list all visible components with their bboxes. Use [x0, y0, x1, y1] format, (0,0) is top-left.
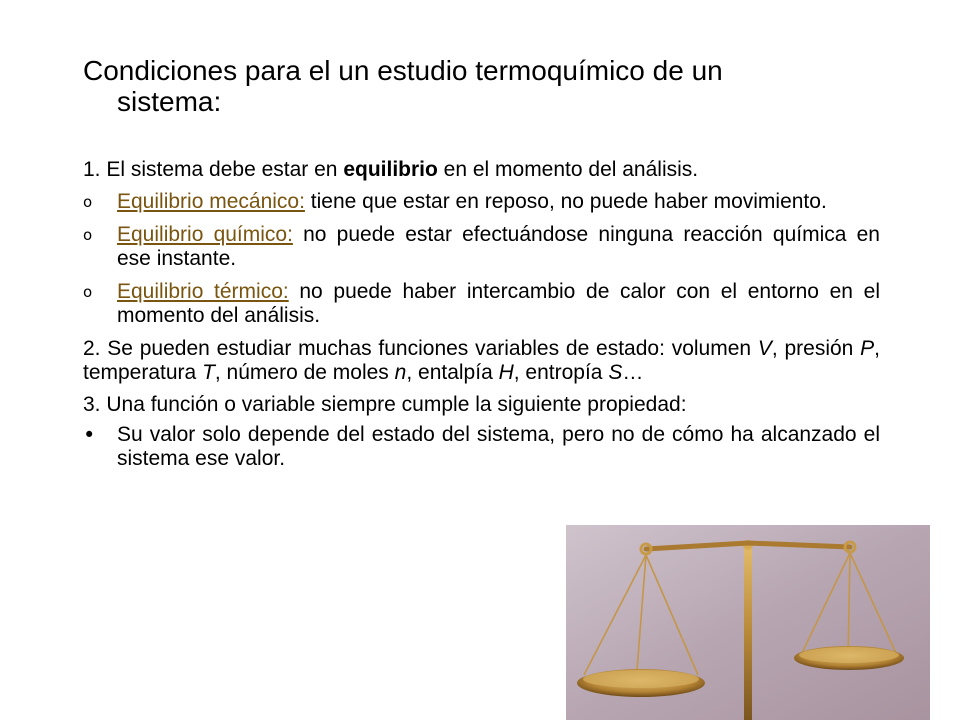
variable-enthalpy: H	[498, 361, 514, 384]
sub-item-chemical	[83, 223, 880, 271]
slide-body	[83, 158, 880, 480]
variable-moles: n	[394, 361, 407, 384]
sub-item-text: no puede estar efectuándose ninguna reacción química en ese instante.	[117, 223, 880, 270]
point-3: 3. Una función o variable siempre cumple la siguiente propiedad:	[83, 393, 687, 416]
title-line-2: sistema:	[117, 86, 222, 117]
slide-title	[83, 55, 880, 117]
link-mechanical-equilibrium[interactable]: Equilibrio mecánico:	[117, 190, 305, 213]
sub-item-thermal	[83, 280, 880, 328]
circle-bullet-icon: o	[83, 226, 93, 244]
sub-item-text: tiene que estar en reposo, no puede haber movimiento.	[304, 190, 827, 213]
sub-item-text: no puede haber intercambio de calor con el entorno en el momento del análisis.	[117, 280, 880, 327]
bullet-icon: •	[83, 423, 96, 447]
point-1-suffix: en el momento del análisis.	[437, 158, 699, 181]
balance-scale-photo-icon	[566, 525, 930, 720]
point-1-bold: equilibrio	[343, 158, 438, 181]
bullet-item	[83, 423, 880, 471]
variable-volume: V	[757, 337, 772, 360]
bullet-item-text: Su valor solo depende del estado del sistema, pero no de cómo ha alcanzado el sistema ese valor.	[117, 423, 880, 470]
point-2: 2. Se pueden estudiar muchas funciones variables de estado: volumen V, presión P, temperatura T, número de moles n, entalpía H, entropía S…	[83, 337, 880, 384]
circle-bullet-icon: o	[83, 283, 93, 301]
circle-bullet-icon: o	[83, 193, 93, 211]
point-1	[83, 158, 880, 182]
variable-temperature: T	[202, 361, 215, 384]
variable-entropy: S	[608, 361, 623, 384]
point-1-prefix: 1. El sistema debe estar en	[83, 158, 344, 181]
link-chemical-equilibrium[interactable]: Equilibrio químico:	[117, 223, 293, 246]
variable-pressure: P	[860, 337, 875, 360]
sub-item-mechanical	[83, 190, 880, 214]
link-thermal-equilibrium[interactable]: Equilibrio térmico:	[117, 280, 289, 303]
title-line-1: Condiciones para el un estudio termoquímico de un	[83, 55, 723, 86]
